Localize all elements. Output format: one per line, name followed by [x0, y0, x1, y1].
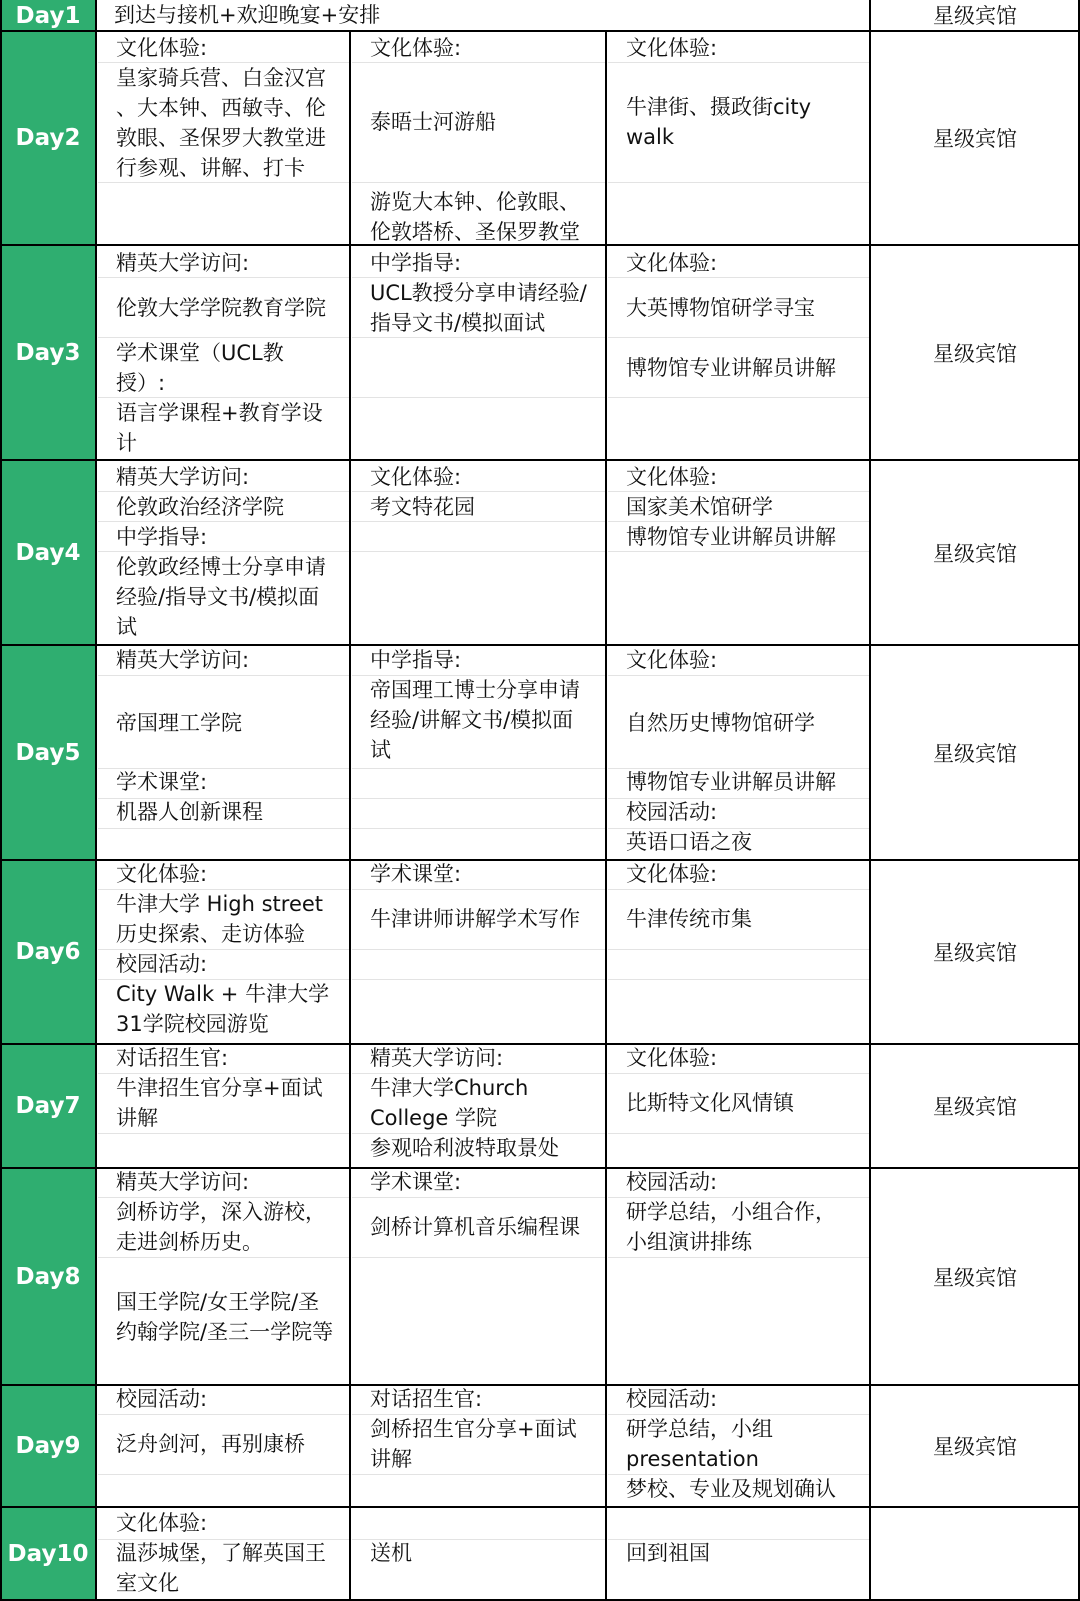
- activity-line: 泛舟剑河，再别康桥: [116, 1432, 305, 1456]
- sub-row-divider: [352, 1257, 606, 1258]
- row-border: [0, 1167, 1080, 1169]
- activity-line: 约翰学院/圣三一学院等: [116, 1320, 334, 1344]
- sub-row-divider: [352, 1474, 606, 1475]
- activity-line: 比斯特文化风情镇: [626, 1091, 794, 1115]
- activity-line: 研学总结，小组: [626, 1417, 773, 1441]
- activity-heading: 校园活动:: [626, 1170, 718, 1194]
- activity-line: 国王学院/女王学院/圣: [116, 1290, 320, 1314]
- hotel-cell: 星级宾馆: [933, 741, 1017, 766]
- row-border: [0, 30, 1080, 32]
- activity-heading: 文化体验:: [116, 1511, 208, 1535]
- activity-line: UCL教授分享申请经验/: [370, 281, 587, 305]
- activity-heading: 文化体验:: [370, 465, 462, 489]
- activity-line: 皇家骑兵营、白金汉宫: [116, 66, 326, 90]
- activity-line: 学术课堂:: [116, 770, 208, 794]
- activity-line: 伦敦塔桥、圣保罗教堂: [370, 220, 580, 244]
- sub-row-divider: [352, 979, 606, 980]
- sub-row-divider: [608, 1133, 870, 1134]
- hotel-cell: 星级宾馆: [933, 1095, 1017, 1119]
- activity-line: 敦眼、圣保罗大教堂进: [116, 126, 326, 150]
- activity-line: 研学总结，小组合作，: [626, 1200, 836, 1224]
- activity-heading: 文化体验:: [626, 251, 718, 275]
- day-label: Day5: [0, 645, 96, 860]
- row-border: [0, 1384, 1080, 1386]
- sub-row-divider: [98, 1133, 350, 1134]
- hotel-cell: 星级宾馆: [933, 1435, 1017, 1459]
- day-label: Day6: [0, 860, 96, 1044]
- activity-line: 讲解: [116, 1106, 158, 1130]
- activity-line: 中学指导:: [116, 525, 208, 549]
- activity-line: 游览大本钟、伦敦眼、: [370, 190, 580, 214]
- activity-heading: 送机: [370, 1541, 412, 1565]
- activity-line: 31学院校园游览: [116, 1012, 269, 1036]
- activity-line: 计: [116, 431, 137, 455]
- activity-line: 语言学课程+教育学设: [116, 401, 323, 425]
- sub-row-divider: [608, 889, 870, 890]
- sub-row-divider: [98, 1257, 350, 1258]
- activity-heading: 文化体验:: [116, 36, 208, 60]
- sub-row-divider: [352, 949, 606, 950]
- activity-line: 历史探索、走访体验: [116, 922, 305, 946]
- sub-row-divider: [352, 768, 606, 769]
- activity-heading: 中学指导:: [370, 648, 462, 672]
- sub-row-divider: [608, 337, 870, 338]
- activity-line: 考文特花园: [370, 495, 475, 519]
- column-border: [95, 0, 97, 1601]
- day-label: Day3: [0, 245, 96, 460]
- day-label: Day4: [0, 460, 96, 645]
- activity-heading: 文化体验:: [626, 36, 718, 60]
- activity-line: 伦敦政治经济学院: [116, 495, 284, 519]
- activity-line: 试: [116, 615, 137, 639]
- activity-line: 学术课堂（UCL教: [116, 341, 284, 365]
- activity-line: 国家美术馆研学: [626, 495, 773, 519]
- sub-row-divider: [352, 828, 606, 829]
- activity-heading: 学术课堂:: [370, 1170, 462, 1194]
- sub-row-divider: [352, 551, 606, 552]
- row-border: [0, 459, 1080, 461]
- hotel-cell: 星级宾馆: [933, 127, 1017, 151]
- activity-heading: 精英大学访问:: [370, 1046, 504, 1070]
- activity-line: 牛津大学Church: [370, 1076, 529, 1100]
- hotel-cell: 星级宾馆: [933, 4, 1017, 28]
- activity-line: 、大本钟、西敏寺、伦: [116, 96, 326, 120]
- activity-line: 自然历史博物馆研学: [626, 711, 815, 735]
- activity-line: 剑桥访学，深入游校，: [116, 1200, 326, 1224]
- activity-heading: 对话招生官:: [116, 1046, 229, 1070]
- sub-row-divider: [352, 397, 606, 398]
- day-label: Day1: [0, 0, 96, 31]
- activity-line: 剑桥招生官分享+面试: [370, 1417, 577, 1441]
- activity-line: 试: [370, 738, 391, 762]
- activity-line: 牛津街、摄政街city: [626, 95, 812, 119]
- activity-line: 牛津大学 High street: [116, 892, 324, 916]
- sub-row-divider: [608, 1257, 870, 1258]
- activity-line: 博物馆专业讲解员讲解: [626, 525, 836, 549]
- sub-row-divider: [608, 182, 870, 183]
- activity-heading: 文化体验:: [626, 465, 718, 489]
- activity-heading: 校园活动:: [116, 1387, 208, 1411]
- day-label: Day10: [0, 1507, 96, 1601]
- activity-line: 小组演讲排练: [626, 1230, 752, 1254]
- activity-line: 牛津讲师讲解学术写作: [370, 907, 580, 931]
- table-edge: [0, 0, 2, 1601]
- column-border: [349, 31, 351, 1601]
- row-border: [0, 859, 1080, 861]
- sub-row-divider: [608, 397, 870, 398]
- activity-line: 牛津招生官分享+面试: [116, 1076, 323, 1100]
- sub-row-divider: [352, 1197, 606, 1198]
- sub-row-divider: [352, 798, 606, 799]
- activity-heading: 文化体验:: [626, 648, 718, 672]
- hotel-cell: 星级宾馆: [933, 1265, 1017, 1290]
- day-label: Day2: [0, 31, 96, 245]
- activity-line: 室文化: [116, 1571, 179, 1595]
- activity-heading: 精英大学访问:: [116, 1170, 250, 1194]
- activity-line: walk: [626, 125, 675, 149]
- row-border: [0, 244, 1080, 246]
- activity-line: 校园活动:: [116, 952, 208, 976]
- activity-line: 行参观、讲解、打卡: [116, 156, 305, 180]
- day-label: Day8: [0, 1168, 96, 1385]
- day-label: Day7: [0, 1044, 96, 1168]
- activity-heading: 回到祖国: [626, 1541, 710, 1565]
- activity-heading: 精英大学访问:: [116, 465, 250, 489]
- activity-heading: 文化体验:: [370, 36, 462, 60]
- activity-heading: 中学指导:: [370, 251, 462, 275]
- sub-row-divider: [352, 182, 606, 183]
- activity-line: 参观哈利波特取景处: [370, 1136, 559, 1160]
- activity-line: 机器人创新课程: [116, 800, 263, 824]
- row-border: [0, 644, 1080, 646]
- activity-line: 帝国理工博士分享申请: [370, 678, 580, 702]
- activity-line: 温莎城堡，了解英国王: [116, 1541, 326, 1565]
- activity-line: 经验/讲解文书/模拟面: [370, 708, 574, 732]
- activity-heading: 文化体验:: [626, 1046, 718, 1070]
- activity-line: 博物馆专业讲解员讲解: [626, 770, 836, 794]
- activity-line: 泰晤士河游船: [370, 110, 496, 134]
- sub-row-divider: [98, 1474, 350, 1475]
- sub-row-divider: [98, 1414, 350, 1415]
- sub-row-divider: [608, 1073, 870, 1074]
- activity-line: 帝国理工学院: [116, 711, 242, 735]
- sub-row-divider: [608, 675, 870, 676]
- hotel-cell: 星级宾馆: [933, 541, 1017, 566]
- day-label: Day9: [0, 1385, 96, 1507]
- activity-heading: 文化体验:: [116, 862, 208, 886]
- activity-line: 校园活动:: [626, 800, 718, 824]
- row-border: [0, 1043, 1080, 1045]
- activity-line: 牛津传统市集: [626, 907, 752, 931]
- hotel-cell: 星级宾馆: [933, 341, 1017, 366]
- activity-line: 梦校、专业及规划确认: [626, 1477, 836, 1501]
- activity-line: 伦敦大学学院教育学院: [116, 296, 326, 320]
- activity-line: 讲解: [370, 1447, 412, 1471]
- sub-row-divider: [352, 889, 606, 890]
- activity-line: College 学院: [370, 1106, 498, 1130]
- activity-line: 博物馆专业讲解员讲解: [626, 356, 836, 380]
- activity-line: 英语口语之夜: [626, 830, 752, 854]
- activity-line: 大英博物馆研学寻宝: [626, 296, 815, 320]
- activity-heading: 精英大学访问:: [116, 648, 250, 672]
- activity-line: presentation: [626, 1447, 759, 1471]
- activity-line: 经验/指导文书/模拟面: [116, 585, 320, 609]
- activity-heading: 精英大学访问:: [116, 251, 250, 275]
- sub-row-divider: [98, 828, 350, 829]
- activity-line: 指导文书/模拟面试: [370, 311, 546, 335]
- row-border: [0, 1506, 1080, 1508]
- activity-line: 走进剑桥历史。: [116, 1230, 263, 1254]
- activity-heading: 校园活动:: [626, 1387, 718, 1411]
- activity-line: 剑桥计算机音乐编程课: [370, 1215, 580, 1239]
- activity-line: 伦敦政经博士分享申请: [116, 555, 326, 579]
- column-border: [605, 31, 607, 1601]
- column-border: [869, 0, 871, 1601]
- activity-line: City Walk + 牛津大学: [116, 982, 330, 1006]
- sub-row-divider: [608, 979, 870, 980]
- activity-heading: 学术课堂:: [370, 862, 462, 886]
- activity-line: 授）:: [116, 371, 166, 395]
- sub-row-divider: [608, 949, 870, 950]
- hotel-cell: 星级宾馆: [933, 941, 1017, 965]
- activity-heading: 文化体验:: [626, 862, 718, 886]
- activity-heading: 对话招生官:: [370, 1387, 483, 1411]
- merged-activity-text: 到达与接机+欢迎晚宴+安排: [114, 3, 381, 27]
- sub-row-divider: [98, 675, 350, 676]
- hotel-cell: [870, 1507, 1080, 1601]
